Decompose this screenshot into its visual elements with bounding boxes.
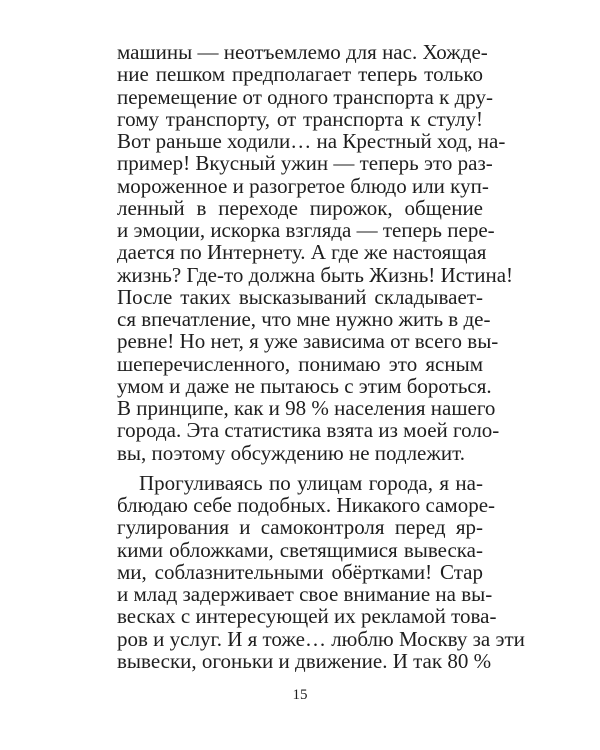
text-line: дается по Интернету. А где же настоящая [117,240,487,264]
text-line: блюдаю себе подобных. Никакого саморе- [117,493,496,517]
text-line: ние пешком предполагает теперь только [117,62,483,86]
text-line: ми, соблазнительными обёртками! Стар [117,560,483,584]
text-line: и эмоции, искорка взгляда — теперь пере- [117,218,495,242]
text-line: умом и даже не пытаюсь с этим бороться. [117,374,492,398]
text-line: вы, поэтому обсуждению не подлежит. [117,441,465,465]
text-line: кими обложками, светящимися вывеска- [117,538,483,562]
text-line: ров и услуг. И я тоже… люблю Москву за эти [117,627,525,651]
text-line: гому транспорту, от транспорта к стулу! [117,107,483,131]
text-line: Вот раньше ходили… на Крестный ход, на- [117,129,506,153]
text-line: ленный в переходе пирожок, общение [117,196,483,220]
text-line: В принципе, как и 98 % населения нашего [117,396,496,420]
text-line: города. Эта статистика взята из моей голо- [117,418,500,442]
text-line: Прогуливаясь по улицам города, я на- [139,471,483,495]
text-line: После таких высказываний складывает- [117,285,483,309]
page-number: 15 [292,687,308,703]
text-line: ревне! Но нет, я уже зависима от всего вы- [117,329,499,353]
text-line: и млад задерживает свое внимание на вы- [117,582,493,606]
text-line: машины — неотъемлемо для нас. Хожде- [117,40,488,64]
text-line: пример! Вкусный ужин — теперь это раз- [117,151,493,175]
text-line: гулирования и самоконтроля перед яр- [117,515,483,539]
text-line: жизнь? Где-то должна быть Жизнь! Истина! [117,263,514,287]
text-line: шеперечисленного, понимаю это ясным [117,352,483,376]
text-line: перемещение от одного транспорта к дру- [117,85,493,109]
text-line: ся впечатление, что мне нужно жить в де- [117,307,491,331]
text-line: вывески, огоньки и движение. И так 80 % [117,649,492,673]
text-line: мороженное и разогретое блюдо или куп- [117,174,489,198]
text-line: весках с интересующей их рекламой това- [117,604,497,628]
